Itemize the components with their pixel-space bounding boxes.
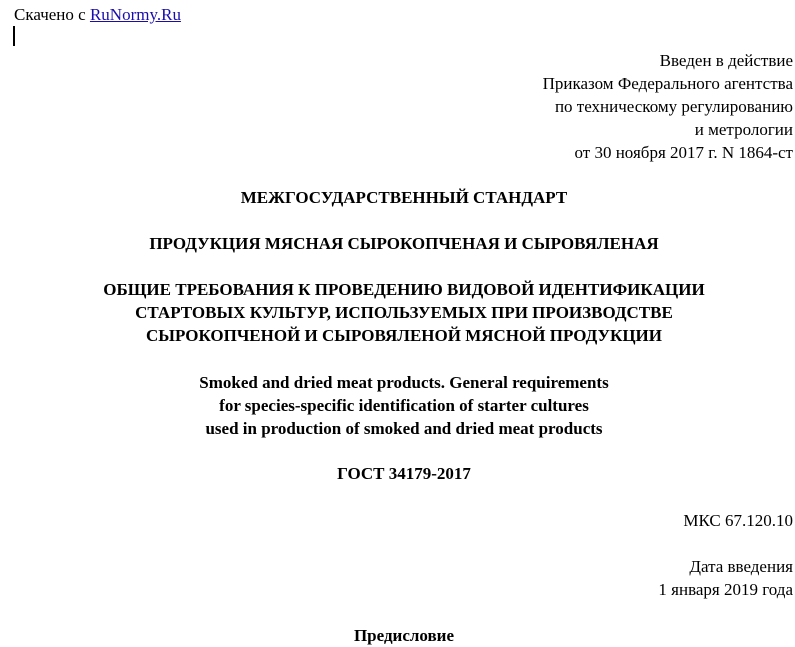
enactment-line: и метрологии — [694, 120, 793, 139]
source-prefix: Скачено с — [14, 5, 90, 24]
russian-subtitle-line: ОБЩИЕ ТРЕБОВАНИЯ К ПРОВЕДЕНИЮ ВИДОВОЙ ИДЕНТИФИКАЦИИ — [103, 280, 705, 299]
standard-type-heading: МЕЖГОСУДАРСТВЕННЫЙ СТАНДАРТ — [240, 188, 568, 207]
product-title: ПРОДУКЦИЯ МЯСНАЯ СЫРОКОПЧЕНАЯ И СЫРОВЯЛЕНАЯ — [149, 234, 659, 253]
russian-subtitle-line: СЫРОКОПЧЕНОЙ И СЫРОВЯЛЕНОЙ МЯСНОЙ ПРОДУКЦИИ — [146, 326, 662, 345]
english-subtitle-line: for species-specific identification of starter cultures — [219, 396, 589, 415]
mks-code: МКС 67.120.10 — [683, 511, 793, 530]
text-cursor — [13, 26, 15, 46]
english-subtitle-line: used in production of smoked and dried meat products — [205, 419, 603, 438]
english-subtitle — [0, 371, 795, 440]
effective-date-label: Дата введения — [689, 557, 793, 576]
effective-date-value: 1 января 2019 года — [658, 580, 793, 599]
enactment-block — [543, 49, 793, 164]
effective-date-block — [658, 555, 793, 601]
russian-subtitle — [0, 278, 795, 347]
enactment-line: от 30 ноября 2017 г. N 1864-ст — [574, 143, 793, 162]
gost-number: ГОСТ 34179-2017 — [337, 464, 471, 483]
enactment-line: Приказом Федерального агентства — [542, 74, 793, 93]
russian-subtitle-line: СТАРТОВЫХ КУЛЬТУР, ИСПОЛЬЗУЕМЫХ ПРИ ПРОИЗВОДСТВЕ — [135, 303, 673, 322]
english-subtitle-line: Smoked and dried meat products. General requirements — [199, 373, 609, 392]
source-line — [14, 3, 181, 26]
enactment-line: Введен в действие — [659, 51, 793, 70]
runormy-link[interactable]: RuNormy.Ru — [89, 5, 181, 24]
foreword-heading: Предисловие — [353, 626, 455, 645]
enactment-line: по техническому регулированию — [554, 97, 793, 116]
